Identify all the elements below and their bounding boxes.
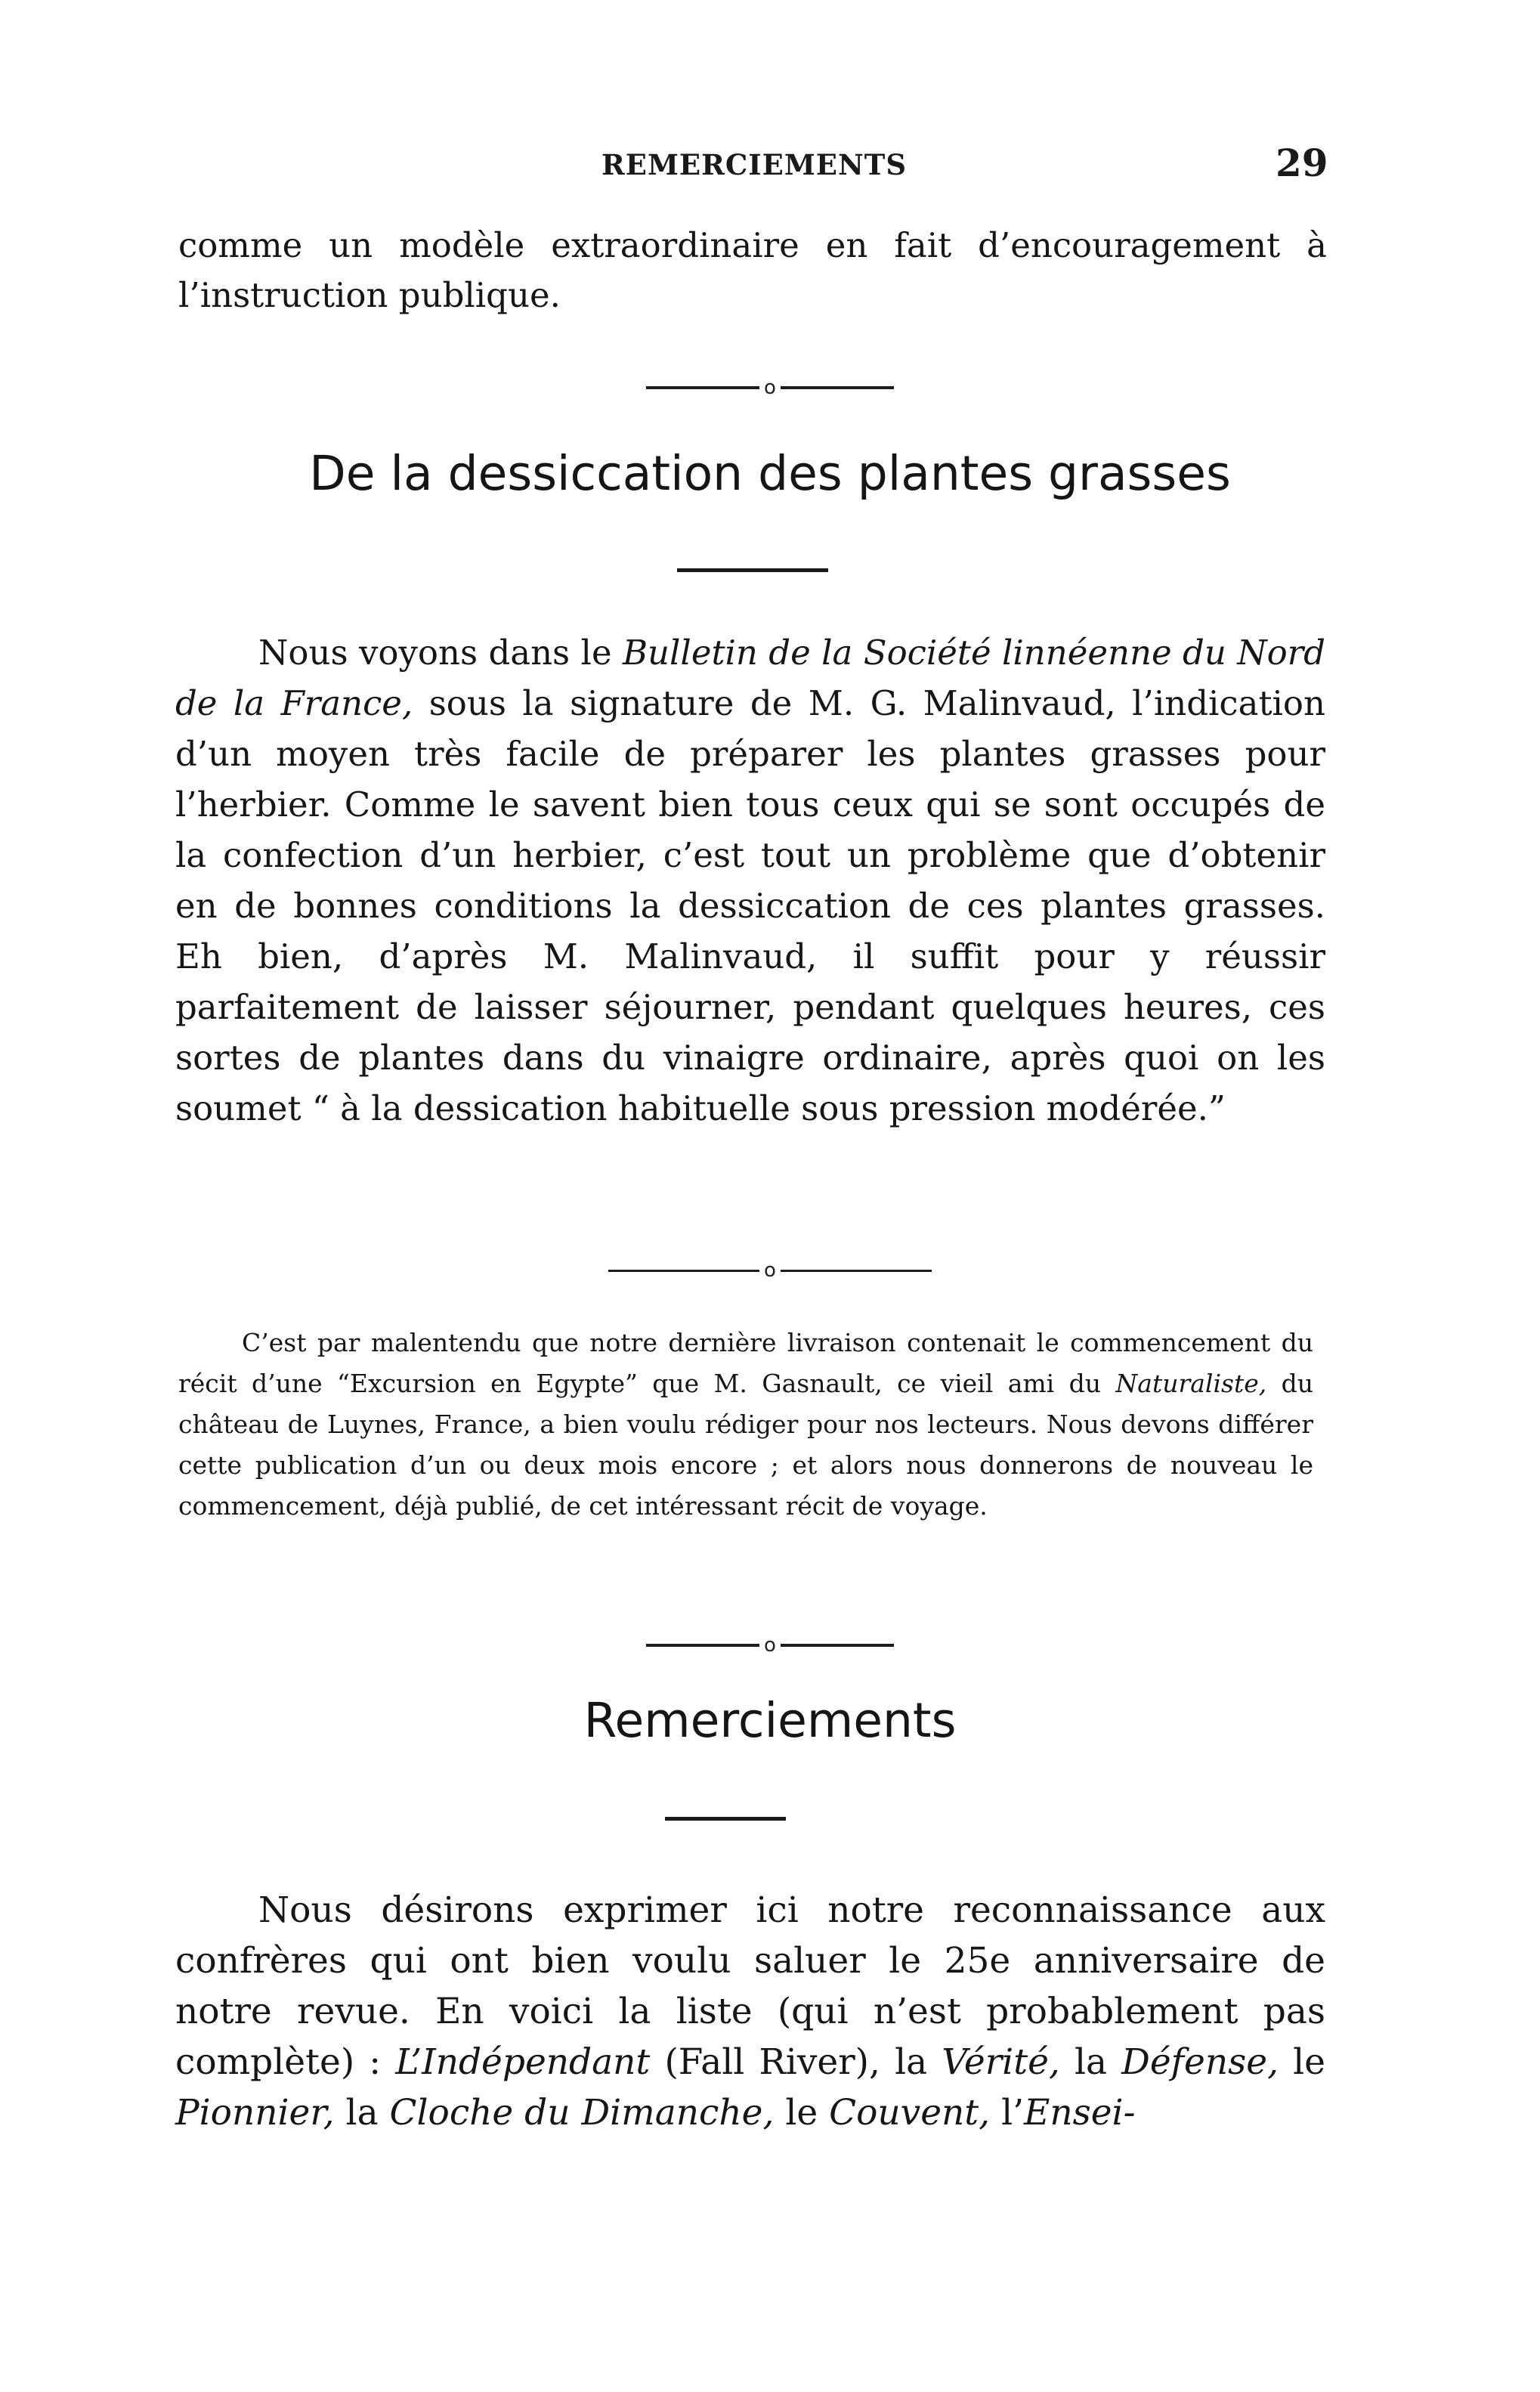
paragraph-text: le <box>774 2092 830 2134</box>
title-rule <box>677 568 828 572</box>
paragraph-text: Nous voyons dans le <box>258 633 623 673</box>
note-text: du château de Luynes, France, a bien voulu rédiger pour nos lecteurs. Nous devons différer cette publication d’un ou deux mois encore ; et alors nous donnerons de nouveau le commencement, déjà publié, de cet intéressant récit de voyage. <box>178 1369 1313 1521</box>
running-head: REMERCIEMENTS <box>601 148 908 181</box>
bulletin-title: Bulletin de la Société linnéenne du Nord de la France, <box>175 633 1325 723</box>
paragraph-dessiccation <box>175 627 1325 1134</box>
separator-mark: o <box>764 1259 776 1282</box>
page-number: 29 <box>1276 141 1328 185</box>
paragraph-text: la <box>1059 2041 1122 2083</box>
periodical-title: Ensei- <box>1024 2092 1136 2134</box>
title-rule <box>665 1817 786 1821</box>
section-separator <box>0 1631 1540 1657</box>
separator-line <box>646 386 759 389</box>
section-separator <box>0 1256 1540 1283</box>
periodical-title: Défense, <box>1121 2041 1279 2083</box>
note-paragraph <box>178 1323 1313 1527</box>
separator-line <box>646 1644 759 1647</box>
continuation-paragraph: comme un modèle extraordinaire en fait d’encouragement à l’instruction publique. <box>178 225 1327 315</box>
separator-line <box>781 386 894 389</box>
periodical-title: Vérité, <box>942 2041 1060 2083</box>
separator-mark: o <box>764 376 776 399</box>
separator-mark: o <box>764 1634 776 1657</box>
periodical-title: Cloche du Dimanche, <box>389 2092 775 2134</box>
paragraph-text: sous la signature de M. G. Malinvaud, l’indication d’un moyen très facile de préparer les plantes grasses pour l’herbier. Comme le savent bien tous ceux qui se sont occupés de la confection d’un herbier, c’est tout un problème que d’obtenir en de bonnes conditions la dessiccation de ces plantes grasses. Eh bien, d’après M. Malinvaud, il suffit pour y réussir parfaitement de laisser séjourner, pendant quelques heures, ces sortes de plantes dans du vinaigre ordinaire, après quoi on les soumet “ à la dessication habituelle sous pression modérée.” <box>175 683 1325 1128</box>
periodical-title: Pionnier, <box>175 2092 335 2134</box>
paragraph-text: la <box>334 2092 390 2134</box>
periodical-title: Couvent, <box>829 2092 991 2134</box>
paragraph-text: Nous désirons exprimer ici notre reconnaissance aux confrères qui ont bien voulu saluer le 25e anniversaire de notre revue. En voici la liste (qui n’est probablement pas complète) : <box>175 1889 1325 2083</box>
separator-line <box>781 1644 894 1647</box>
paragraph-text: l’ <box>990 2092 1025 2134</box>
periodical-title: L’Indépendant <box>395 2041 651 2083</box>
separator-line <box>781 1270 932 1272</box>
section-separator <box>0 373 1540 400</box>
separator-line <box>608 1270 759 1272</box>
section-title-dessiccation: De la dessiccation des plantes grasses <box>309 446 1231 501</box>
note-text: C’est par malentendu que notre dernière livraison contenait le commencement du récit d’une “Excursion en Egypte” que M. Gasnault, ce vieil ami du <box>178 1328 1313 1398</box>
paragraph-text: le <box>1279 2041 1325 2083</box>
paragraph-remerciements <box>175 1885 1325 2138</box>
naturaliste-title: Naturaliste, <box>1115 1369 1267 1398</box>
paragraph-text: (Fall River), la <box>650 2041 942 2083</box>
section-title-remerciements: Remerciements <box>583 1693 957 1748</box>
